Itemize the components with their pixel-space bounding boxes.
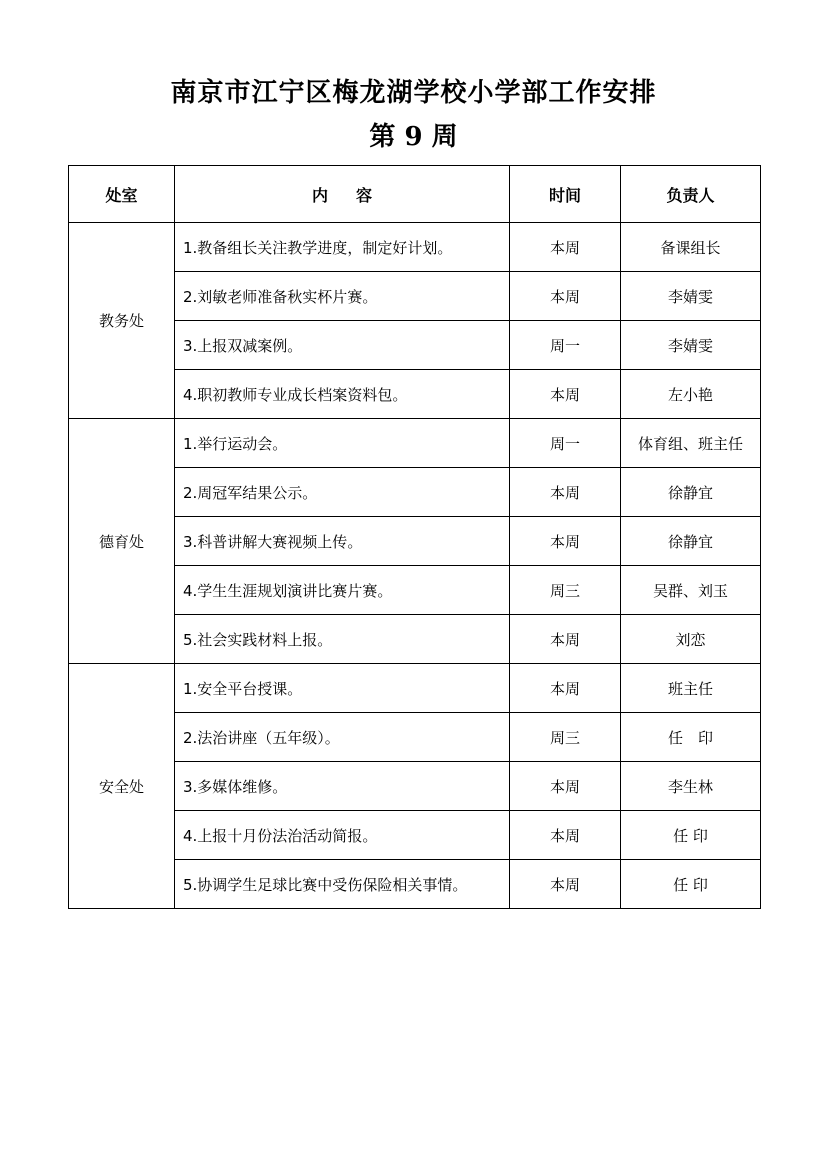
department-cell: 德育处 [69, 419, 175, 664]
content-cell: 3.上报双减案例。 [175, 321, 510, 370]
content-cell: 5.协调学生足球比赛中受伤保险相关事情。 [175, 860, 510, 909]
header-department: 处室 [69, 166, 175, 223]
schedule-table [68, 165, 761, 909]
time-cell: 本周 [510, 860, 621, 909]
owner-cell: 体育组、班主任 [621, 419, 761, 468]
time-cell: 本周 [510, 223, 621, 272]
owner-cell: 李生林 [621, 762, 761, 811]
content-cell: 1.安全平台授课。 [175, 664, 510, 713]
department-cell: 安全处 [69, 664, 175, 909]
time-cell: 本周 [510, 517, 621, 566]
content-cell: 1.教备组长关注教学进度，制定好计划。 [175, 223, 510, 272]
content-cell: 4.学生生涯规划演讲比赛片赛。 [175, 566, 510, 615]
time-cell: 本周 [510, 811, 621, 860]
time-cell: 本周 [510, 664, 621, 713]
content-cell: 4.上报十月份法治活动简报。 [175, 811, 510, 860]
owner-cell: 左小艳 [621, 370, 761, 419]
content-cell: 2.周冠军结果公示。 [175, 468, 510, 517]
time-cell: 周一 [510, 419, 621, 468]
header-content-label: 内容 [311, 185, 400, 205]
content-cell: 2.刘敏老师准备秋实杯片赛。 [175, 272, 510, 321]
week-subtitle: 第 9 周 [369, 122, 458, 152]
time-cell: 本周 [510, 370, 621, 419]
time-cell: 本周 [510, 272, 621, 321]
owner-cell: 备课组长 [621, 223, 761, 272]
content-cell: 4.职初教师专业成长档案资料包。 [175, 370, 510, 419]
owner-cell: 刘恋 [621, 615, 761, 664]
header-content [175, 166, 510, 223]
table-row [69, 419, 761, 468]
header-row [69, 166, 761, 223]
table-row [69, 664, 761, 713]
owner-cell: 任 印 [621, 713, 761, 762]
content-cell: 3.科普讲解大赛视频上传。 [175, 517, 510, 566]
header-owner: 负责人 [621, 166, 761, 223]
header-time: 时间 [510, 166, 621, 223]
time-cell: 本周 [510, 615, 621, 664]
owner-cell: 徐静宜 [621, 517, 761, 566]
time-cell: 本周 [510, 468, 621, 517]
owner-cell: 班主任 [621, 664, 761, 713]
time-cell: 本周 [510, 762, 621, 811]
page-title: 南京市江宁区梅龙湖学校小学部工作安排 [170, 78, 657, 108]
department-cell: 教务处 [69, 223, 175, 419]
owner-cell: 吴群、刘玉 [621, 566, 761, 615]
content-cell: 2.法治讲座（五年级）。 [175, 713, 510, 762]
time-cell: 周三 [510, 566, 621, 615]
time-cell: 周一 [510, 321, 621, 370]
owner-cell: 任 印 [621, 860, 761, 909]
owner-cell: 徐静宜 [621, 468, 761, 517]
content-cell: 3.多媒体维修。 [175, 762, 510, 811]
content-cell: 1.举行运动会。 [175, 419, 510, 468]
time-cell: 周三 [510, 713, 621, 762]
owner-cell: 任 印 [621, 811, 761, 860]
owner-cell: 李婧雯 [621, 321, 761, 370]
table-row [69, 223, 761, 272]
owner-cell: 李婧雯 [621, 272, 761, 321]
content-cell: 5.社会实践材料上报。 [175, 615, 510, 664]
